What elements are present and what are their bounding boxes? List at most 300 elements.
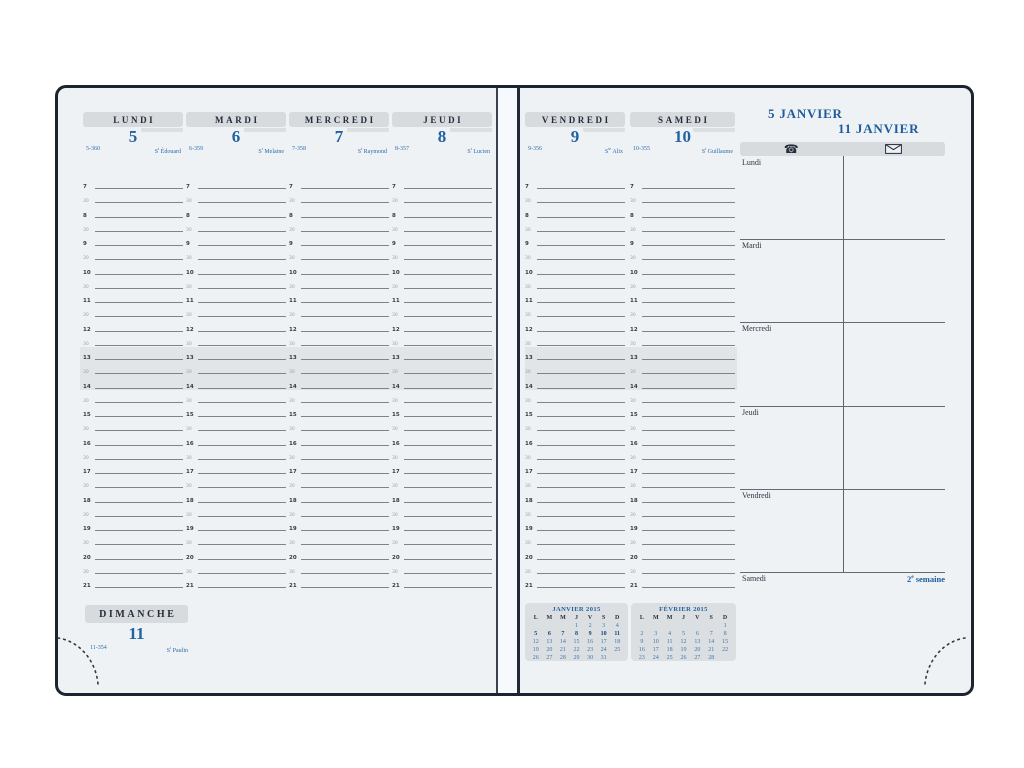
time-row[interactable]: [186, 264, 286, 276]
time-row[interactable]: [186, 335, 286, 347]
time-row[interactable]: [186, 420, 286, 432]
day-date: 6: [231, 127, 241, 146]
time-writing-line: [301, 487, 389, 488]
time-row[interactable]: [186, 278, 286, 290]
time-row[interactable]: [392, 534, 492, 546]
time-row[interactable]: [525, 235, 625, 247]
time-row[interactable]: [289, 335, 389, 347]
time-row[interactable]: [392, 463, 492, 475]
time-row[interactable]: [83, 249, 183, 261]
time-row[interactable]: [630, 392, 735, 404]
time-row[interactable]: [392, 363, 492, 375]
calendar-day: 14: [708, 639, 715, 645]
time-row[interactable]: [525, 292, 625, 304]
time-label: 30: [83, 455, 89, 461]
time-row[interactable]: [392, 335, 492, 347]
calendar-day: 12: [532, 639, 539, 645]
time-writing-line: [642, 302, 735, 303]
time-row[interactable]: [630, 477, 735, 489]
time-writing-line: [404, 573, 492, 574]
time-row[interactable]: [186, 392, 286, 404]
time-row[interactable]: [289, 435, 389, 447]
time-label: 30: [83, 370, 89, 376]
time-row[interactable]: [186, 235, 286, 247]
time-row[interactable]: [525, 278, 625, 290]
time-label: 19: [630, 526, 638, 532]
time-row[interactable]: [525, 306, 625, 318]
time-row[interactable]: [525, 520, 625, 532]
time-row[interactable]: [525, 534, 625, 546]
day-date: 9: [570, 127, 580, 146]
time-writing-line: [537, 473, 625, 474]
time-row[interactable]: [83, 321, 183, 333]
time-label: 30: [630, 284, 636, 290]
time-row[interactable]: [83, 378, 183, 390]
day-tab-jeudi[interactable]: [392, 112, 492, 127]
time-row[interactable]: [525, 477, 625, 489]
time-label: 19: [289, 526, 297, 532]
time-label: 30: [630, 341, 636, 347]
time-row[interactable]: [392, 477, 492, 489]
time-row[interactable]: [289, 520, 389, 532]
time-label: 12: [392, 326, 400, 333]
calendar-day: 15: [573, 639, 580, 645]
day-meta: [292, 146, 387, 154]
time-row[interactable]: [630, 207, 735, 219]
calendar-day: 16: [587, 639, 594, 645]
time-writing-line: [537, 587, 625, 588]
saint-of-day: $S^t$ Édouard: [154, 146, 181, 155]
time-row[interactable]: [289, 477, 389, 489]
day-tab-dimanche[interactable]: [85, 605, 188, 623]
time-row[interactable]: [186, 463, 286, 475]
time-row[interactable]: [630, 349, 735, 361]
time-row[interactable]: [392, 392, 492, 404]
time-row[interactable]: [289, 406, 389, 418]
time-writing-line: [537, 202, 625, 203]
time-writing-line: [198, 516, 286, 517]
time-row[interactable]: [83, 506, 183, 518]
saint-of-day: $S^t$ Raymond: [357, 146, 387, 155]
time-row[interactable]: [525, 506, 625, 518]
time-row[interactable]: [525, 321, 625, 333]
time-row[interactable]: [186, 306, 286, 318]
time-row[interactable]: [186, 506, 286, 518]
time-row[interactable]: [83, 520, 183, 532]
time-row[interactable]: [630, 249, 735, 261]
time-row[interactable]: [289, 492, 389, 504]
time-row[interactable]: [83, 577, 183, 589]
time-writing-line: [537, 544, 625, 545]
notes-day-label: Vendredi: [742, 490, 771, 500]
perforated-corner-left[interactable]: [54, 634, 102, 688]
time-row[interactable]: [392, 321, 492, 333]
time-row[interactable]: [630, 363, 735, 375]
time-row[interactable]: [289, 207, 389, 219]
day-of-year-count: 9-356: [528, 146, 542, 152]
time-row[interactable]: [289, 349, 389, 361]
time-row[interactable]: [630, 278, 735, 290]
calendar-day: 11: [614, 631, 621, 637]
time-label: 30: [392, 227, 398, 233]
saint-of-day: $S^t$ Guillaume: [701, 146, 733, 155]
time-label: 30: [83, 199, 89, 205]
time-row[interactable]: [186, 477, 286, 489]
time-label: 30: [289, 199, 295, 205]
time-row[interactable]: [186, 292, 286, 304]
time-row[interactable]: [186, 321, 286, 333]
time-row[interactable]: [630, 264, 735, 276]
time-row[interactable]: [525, 392, 625, 404]
day-name: MARDI: [215, 114, 260, 125]
calendar-day: 27: [694, 655, 701, 661]
time-label: 19: [392, 526, 400, 532]
time-row[interactable]: [83, 235, 183, 247]
day-tab-lundi[interactable]: [83, 112, 183, 127]
time-writing-line: [537, 331, 625, 332]
calendar-day: 3: [654, 631, 658, 637]
time-row[interactable]: [289, 506, 389, 518]
calendar-day: 11: [666, 639, 673, 645]
time-row[interactable]: [83, 449, 183, 461]
time-row[interactable]: [630, 577, 735, 589]
time-writing-line: [198, 288, 286, 289]
calendar-day: 1: [574, 623, 578, 629]
time-row[interactable]: [289, 378, 389, 390]
time-row[interactable]: [630, 492, 735, 504]
time-row[interactable]: [392, 492, 492, 504]
time-row[interactable]: [289, 278, 389, 290]
time-row[interactable]: [630, 463, 735, 475]
notes-section-samedi[interactable]: [740, 572, 945, 655]
time-row[interactable]: [392, 449, 492, 461]
time-row[interactable]: [83, 363, 183, 375]
calendar-day: 4: [668, 631, 672, 637]
time-row[interactable]: [392, 278, 492, 290]
time-row[interactable]: [186, 577, 286, 589]
time-label: 30: [392, 427, 398, 433]
time-row[interactable]: [289, 577, 389, 589]
time-row[interactable]: [83, 178, 183, 190]
notes-day-label: Samedi: [742, 574, 766, 583]
time-row[interactable]: [525, 563, 625, 575]
calendar-day: [556, 623, 570, 630]
time-label: 11: [392, 298, 400, 304]
time-row[interactable]: [392, 235, 492, 247]
time-label: 30: [289, 398, 295, 404]
time-label: 20: [630, 554, 638, 561]
time-row[interactable]: [392, 306, 492, 318]
time-row[interactable]: [289, 235, 389, 247]
time-row[interactable]: [630, 420, 735, 432]
time-row[interactable]: [83, 420, 183, 432]
time-row[interactable]: [186, 207, 286, 219]
time-label: 30: [83, 256, 89, 262]
time-label: 30: [525, 313, 531, 319]
time-row[interactable]: [392, 406, 492, 418]
time-label: 17: [186, 469, 194, 475]
time-label: 30: [186, 455, 192, 461]
time-row[interactable]: [289, 392, 389, 404]
time-row[interactable]: [525, 549, 625, 561]
time-row[interactable]: [83, 392, 183, 404]
perforated-corner-right[interactable]: [921, 634, 969, 688]
time-row[interactable]: [525, 221, 625, 233]
time-row[interactable]: [186, 449, 286, 461]
time-row[interactable]: [392, 349, 492, 361]
time-writing-line: [301, 559, 389, 560]
calendar-day: 21: [708, 647, 715, 653]
calendar-day: 2: [640, 631, 644, 637]
time-writing-line: [301, 217, 389, 218]
calendar-day: 24: [600, 647, 607, 653]
time-row[interactable]: [630, 378, 735, 390]
time-row[interactable]: [83, 435, 183, 447]
time-row[interactable]: [630, 321, 735, 333]
time-row[interactable]: [630, 520, 735, 532]
time-label: 30: [525, 455, 531, 461]
time-writing-line: [301, 459, 389, 460]
time-row[interactable]: [83, 306, 183, 318]
time-writing-line: [301, 245, 389, 246]
day-name: SAMEDI: [657, 114, 710, 125]
day-tab-vendredi[interactable]: [525, 112, 625, 127]
time-row[interactable]: [83, 534, 183, 546]
time-writing-line: [95, 516, 183, 517]
time-row[interactable]: [289, 192, 389, 204]
time-row[interactable]: [289, 449, 389, 461]
day-tab-mardi[interactable]: [186, 112, 286, 127]
time-row[interactable]: [289, 249, 389, 261]
calendar-day: 15: [722, 639, 729, 645]
time-row[interactable]: [289, 264, 389, 276]
time-writing-line: [95, 274, 183, 275]
time-row[interactable]: [83, 292, 183, 304]
time-row[interactable]: [525, 264, 625, 276]
time-writing-line: [537, 359, 625, 360]
weekday-letter: D: [615, 615, 620, 621]
time-label: 30: [525, 512, 531, 518]
time-writing-line: [642, 373, 735, 374]
time-row[interactable]: [630, 435, 735, 447]
day-name: VENDREDI: [541, 114, 611, 125]
time-row[interactable]: [630, 292, 735, 304]
time-row[interactable]: [630, 335, 735, 347]
time-row[interactable]: [186, 249, 286, 261]
time-row[interactable]: [186, 435, 286, 447]
time-row[interactable]: [392, 178, 492, 190]
time-row[interactable]: [186, 563, 286, 575]
time-row[interactable]: [392, 221, 492, 233]
calendar-day: 10: [652, 639, 659, 645]
time-row[interactable]: [186, 520, 286, 532]
time-label: 21: [392, 583, 400, 589]
time-writing-line: [198, 502, 286, 503]
time-row[interactable]: [392, 420, 492, 432]
time-row[interactable]: [289, 178, 389, 190]
time-row[interactable]: [83, 563, 183, 575]
envelope-cell[interactable]: [843, 142, 946, 156]
time-row[interactable]: [525, 463, 625, 475]
time-row[interactable]: [392, 577, 492, 589]
time-row[interactable]: [630, 563, 735, 575]
calendar-day: [543, 623, 557, 630]
time-writing-line: [642, 331, 735, 332]
time-row[interactable]: [392, 264, 492, 276]
day-tab-mercredi[interactable]: [289, 112, 389, 127]
time-row[interactable]: [392, 249, 492, 261]
time-row[interactable]: [392, 435, 492, 447]
time-row[interactable]: [630, 306, 735, 318]
time-row[interactable]: [83, 264, 183, 276]
time-row[interactable]: [392, 506, 492, 518]
time-row[interactable]: [186, 534, 286, 546]
time-row[interactable]: [186, 378, 286, 390]
time-writing-line: [301, 202, 389, 203]
phone-cell[interactable]: [740, 142, 843, 156]
time-row[interactable]: [186, 192, 286, 204]
time-label: 30: [525, 541, 531, 547]
time-row[interactable]: [289, 221, 389, 233]
time-row[interactable]: [83, 477, 183, 489]
time-writing-line: [404, 516, 492, 517]
time-row[interactable]: [525, 577, 625, 589]
time-row[interactable]: [392, 192, 492, 204]
time-row[interactable]: [83, 492, 183, 504]
time-label: 8: [83, 212, 87, 219]
time-row[interactable]: [83, 207, 183, 219]
time-writing-line: [95, 217, 183, 218]
time-row[interactable]: [525, 178, 625, 190]
time-row[interactable]: [525, 406, 625, 418]
time-writing-line: [404, 388, 492, 389]
time-row[interactable]: [525, 335, 625, 347]
weekday-letter: S: [601, 615, 606, 621]
time-row[interactable]: [525, 192, 625, 204]
time-writing-line: [95, 245, 183, 246]
time-writing-line: [198, 416, 286, 417]
time-row[interactable]: [83, 335, 183, 347]
time-row[interactable]: [525, 420, 625, 432]
time-row[interactable]: [186, 349, 286, 361]
time-row[interactable]: [525, 378, 625, 390]
time-label: 12: [630, 326, 638, 333]
time-row[interactable]: [392, 563, 492, 575]
time-row[interactable]: [525, 249, 625, 261]
time-writing-line: [404, 530, 492, 531]
time-row[interactable]: [525, 435, 625, 447]
calendar-day: 5: [681, 631, 685, 637]
time-writing-line: [537, 573, 625, 574]
time-row[interactable]: [525, 207, 625, 219]
week-end-label: 11 JANVIER: [838, 121, 920, 136]
time-row[interactable]: [186, 363, 286, 375]
time-writing-line: [95, 388, 183, 389]
time-label: 9: [83, 241, 87, 247]
time-row[interactable]: [83, 278, 183, 290]
time-writing-line: [404, 487, 492, 488]
time-row[interactable]: [525, 349, 625, 361]
time-writing-line: [95, 373, 183, 374]
time-writing-line: [642, 587, 735, 588]
time-row[interactable]: [186, 549, 286, 561]
time-writing-line: [301, 259, 389, 260]
time-row[interactable]: [186, 492, 286, 504]
time-row[interactable]: [392, 292, 492, 304]
time-row[interactable]: [289, 463, 389, 475]
time-writing-line: [404, 373, 492, 374]
time-row[interactable]: [186, 178, 286, 190]
time-label: 15: [83, 412, 91, 418]
time-label: 7: [630, 184, 634, 190]
time-row[interactable]: [630, 406, 735, 418]
time-row[interactable]: [289, 563, 389, 575]
time-row[interactable]: [83, 349, 183, 361]
time-label: 30: [392, 569, 398, 575]
time-row[interactable]: [83, 549, 183, 561]
time-row[interactable]: [289, 292, 389, 304]
time-row[interactable]: [525, 449, 625, 461]
time-writing-line: [301, 373, 389, 374]
time-row[interactable]: [289, 534, 389, 546]
time-row[interactable]: [630, 506, 735, 518]
day-tab-samedi[interactable]: [630, 112, 735, 127]
time-label: 30: [630, 484, 636, 490]
time-row[interactable]: [630, 192, 735, 204]
time-row[interactable]: [630, 235, 735, 247]
time-row[interactable]: [186, 406, 286, 418]
time-label: 30: [186, 512, 192, 518]
time-row[interactable]: [525, 492, 625, 504]
time-writing-line: [198, 487, 286, 488]
time-row[interactable]: [392, 378, 492, 390]
time-row[interactable]: [186, 221, 286, 233]
time-row[interactable]: [83, 192, 183, 204]
time-label: 30: [186, 398, 192, 404]
time-label: 13: [630, 355, 638, 361]
time-row[interactable]: [392, 520, 492, 532]
time-row[interactable]: [83, 463, 183, 475]
time-writing-line: [95, 502, 183, 503]
time-row[interactable]: [630, 549, 735, 561]
time-writing-line: [537, 302, 625, 303]
time-row[interactable]: [630, 221, 735, 233]
time-row[interactable]: [289, 306, 389, 318]
calendar-day: 8: [723, 631, 727, 637]
time-row[interactable]: [289, 549, 389, 561]
time-row[interactable]: [630, 178, 735, 190]
time-row[interactable]: [289, 420, 389, 432]
time-row[interactable]: [289, 363, 389, 375]
time-row[interactable]: [83, 221, 183, 233]
time-label: 17: [289, 469, 297, 475]
day-meta: [633, 146, 733, 154]
time-row[interactable]: [525, 363, 625, 375]
time-writing-line: [301, 473, 389, 474]
time-row[interactable]: [630, 449, 735, 461]
time-writing-line: [198, 530, 286, 531]
time-row[interactable]: [392, 207, 492, 219]
time-row[interactable]: [83, 406, 183, 418]
time-writing-line: [95, 573, 183, 574]
time-label: 30: [630, 569, 636, 575]
time-writing-line: [95, 416, 183, 417]
time-row[interactable]: [392, 549, 492, 561]
time-label: 30: [630, 512, 636, 518]
saint-of-day: $S^t$ Lucien: [467, 146, 490, 155]
time-row[interactable]: [630, 534, 735, 546]
time-row[interactable]: [289, 321, 389, 333]
